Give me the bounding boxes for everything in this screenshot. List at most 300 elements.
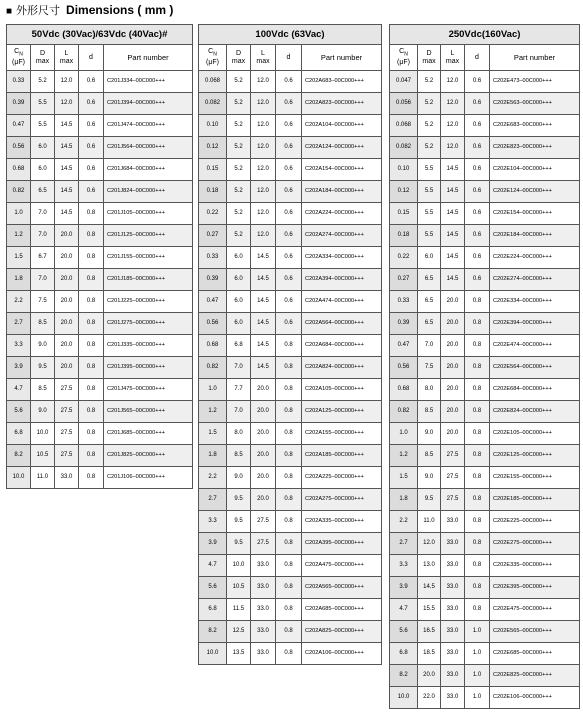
l-max-cell: 14.5 [251, 335, 276, 357]
d-max-cell: 15.5 [418, 599, 441, 621]
table-row [390, 555, 580, 577]
cap-cell: 1.0 [7, 203, 31, 225]
lead-d-cell: 0.8 [465, 357, 490, 379]
table-row [7, 313, 193, 335]
lead-d-cell: 0.8 [465, 511, 490, 533]
l-max-cell: 20.0 [251, 423, 276, 445]
voltage-label: 100Vdc (63Vac) [255, 29, 325, 40]
d-max-cell: 6.5 [418, 313, 441, 335]
table-row [199, 181, 382, 203]
dimensions-table-250vdc [389, 24, 580, 709]
cap-cell: 6.8 [390, 643, 418, 665]
l-max-cell: 20.0 [441, 313, 465, 335]
cap-cell: 2.7 [199, 489, 227, 511]
part-number-cell: C202A823–00C000+++ [302, 93, 382, 115]
lead-d-cell: 1.0 [465, 621, 490, 643]
part-number-cell: C202E275–00C000+++ [490, 533, 580, 555]
part-number-cell: C202E684–00C000+++ [490, 379, 580, 401]
table-row [390, 621, 580, 643]
cap-cell: 0.47 [7, 115, 31, 137]
lead-d-cell: 0.8 [79, 225, 104, 247]
cap-cell: 0.39 [390, 313, 418, 335]
l-max-cell: 33.0 [251, 643, 276, 665]
lead-d-cell: 0.8 [79, 379, 104, 401]
l-max-cell: 20.0 [55, 225, 79, 247]
l-max-cell: 20.0 [55, 269, 79, 291]
part-number-cell: C202E125–00C000+++ [490, 445, 580, 467]
l-max-cell: 20.0 [441, 335, 465, 357]
lead-d-cell: 0.8 [276, 379, 302, 401]
l-max-cell: 12.0 [55, 93, 79, 115]
d-max-cell: 5.5 [418, 159, 441, 181]
lead-d-cell: 0.6 [276, 291, 302, 313]
l-max-cell: 14.5 [55, 203, 79, 225]
l-max-cell: 33.0 [441, 621, 465, 643]
part-number-cell: C202A225–00C000+++ [302, 467, 382, 489]
lead-d-cell: 0.8 [276, 357, 302, 379]
cap-cell: 0.47 [199, 291, 227, 313]
cap-cell: 4.7 [199, 555, 227, 577]
l-max-cell: 33.0 [441, 665, 465, 687]
cap-cell: 0.82 [390, 401, 418, 423]
table-row [390, 225, 580, 247]
table-row [7, 445, 193, 467]
cap-cell: 0.33 [199, 247, 227, 269]
l-max-cell: 27.5 [251, 511, 276, 533]
d-max-cell: 6.0 [227, 269, 251, 291]
d-max-cell: 8.5 [31, 313, 55, 335]
d-max-cell: 7.7 [227, 379, 251, 401]
table-row [199, 555, 382, 577]
lead-d-cell: 0.6 [276, 203, 302, 225]
table-row [390, 93, 580, 115]
lead-d-cell: 0.8 [276, 577, 302, 599]
cap-cell: 8.2 [7, 445, 31, 467]
table-row [7, 467, 193, 489]
cap-cell: 2.2 [199, 467, 227, 489]
lead-d-cell: 0.8 [79, 313, 104, 335]
part-number-cell: C202E474–00C000+++ [490, 335, 580, 357]
lead-d-cell: 0.6 [276, 159, 302, 181]
d-max-cell: 5.2 [227, 137, 251, 159]
cap-cell: 2.2 [390, 511, 418, 533]
cap-cell: 1.8 [390, 489, 418, 511]
l-max-cell: 12.0 [55, 71, 79, 93]
table-row [390, 247, 580, 269]
l-max-column-header: L max [251, 45, 276, 71]
lead-d-cell: 0.8 [276, 511, 302, 533]
l-max-cell: 33.0 [251, 555, 276, 577]
lead-d-cell: 0.6 [465, 181, 490, 203]
lead-d-cell: 0.8 [465, 401, 490, 423]
d-max-cell: 6.5 [418, 291, 441, 313]
d-max-cell: 5.5 [418, 225, 441, 247]
table-row [390, 71, 580, 93]
cap-cell: 0.10 [199, 115, 227, 137]
table-row [199, 225, 382, 247]
table-row [199, 423, 382, 445]
cap-cell: 4.7 [7, 379, 31, 401]
d-max-cell: 18.5 [418, 643, 441, 665]
page-title-en: Dimensions ( mm ) [66, 3, 174, 17]
part-number-cell: C202E185–00C000+++ [490, 489, 580, 511]
part-number-cell: C202A395–00C000+++ [302, 533, 382, 555]
part-number-cell: C202E824–00C000+++ [490, 401, 580, 423]
d-max-cell: 14.5 [418, 577, 441, 599]
d-max-cell: 9.0 [418, 423, 441, 445]
lead-d-cell: 0.8 [276, 445, 302, 467]
d-max-cell: 5.2 [227, 225, 251, 247]
table-row [199, 203, 382, 225]
cap-cell: 0.082 [199, 93, 227, 115]
l-max-cell: 14.5 [251, 291, 276, 313]
part-number-cell: C202E274–00C000+++ [490, 269, 580, 291]
voltage-label: 50Vdc (30Vac)/63Vdc (40Vac)# [31, 29, 168, 40]
l-max-cell: 20.0 [55, 357, 79, 379]
part-number-cell: C202A475–00C000+++ [302, 555, 382, 577]
page-title-cn: 外形尺寸 [16, 4, 61, 17]
table-row [199, 445, 382, 467]
table-row [7, 137, 193, 159]
part-number-cell: C202A825–00C000+++ [302, 621, 382, 643]
table-row [199, 269, 382, 291]
table-row [7, 203, 193, 225]
table-row [390, 577, 580, 599]
part-number-cell: C202A335–00C000+++ [302, 511, 382, 533]
l-max-cell: 14.5 [441, 181, 465, 203]
lead-d-cell: 0.8 [276, 621, 302, 643]
cap-cell: 0.056 [390, 93, 418, 115]
d-max-cell: 5.2 [227, 203, 251, 225]
l-max-cell: 33.0 [441, 555, 465, 577]
cap-cell: 0.47 [390, 335, 418, 357]
lead-d-cell: 0.6 [465, 93, 490, 115]
cap-cell: 0.18 [199, 181, 227, 203]
l-max-cell: 33.0 [251, 599, 276, 621]
part-number-cell: C201J474–00C000+++ [104, 115, 193, 137]
lead-d-cell: 0.8 [465, 577, 490, 599]
d-max-cell: 8.5 [227, 445, 251, 467]
l-max-cell: 20.0 [441, 291, 465, 313]
d-max-cell: 10.5 [31, 445, 55, 467]
lead-d-cell: 0.6 [276, 313, 302, 335]
dimensions-table-100vdc [198, 24, 382, 665]
part-number-cell: C202A105–00C000+++ [302, 379, 382, 401]
l-max-cell: 12.0 [251, 159, 276, 181]
l-max-cell: 12.0 [441, 115, 465, 137]
part-number-cell: C202E334–00C000+++ [490, 291, 580, 313]
lead-d-cell: 0.8 [276, 423, 302, 445]
table-row [199, 533, 382, 555]
l-max-cell: 12.0 [251, 181, 276, 203]
d-max-cell: 5.2 [418, 71, 441, 93]
l-max-cell: 12.0 [251, 203, 276, 225]
table-row [199, 467, 382, 489]
d-max-cell: 9.0 [31, 335, 55, 357]
l-max-cell: 20.0 [441, 423, 465, 445]
table-row [390, 489, 580, 511]
l-max-cell: 33.0 [55, 467, 79, 489]
l-max-cell: 20.0 [251, 379, 276, 401]
table-row [390, 599, 580, 621]
l-max-cell: 12.0 [441, 137, 465, 159]
table-row [390, 445, 580, 467]
d-max-cell: 7.0 [31, 203, 55, 225]
d-max-cell: 8.5 [418, 401, 441, 423]
cap-column-header: $C_N$ (μF) [7, 45, 31, 71]
part-number-cell: C202A685–00C000+++ [302, 599, 382, 621]
table-row [7, 269, 193, 291]
voltage-header [199, 25, 382, 45]
part-number-column-header: Part number [104, 45, 193, 71]
part-number-cell: C202E683–00C000+++ [490, 115, 580, 137]
cap-cell: 2.2 [7, 291, 31, 313]
part-number-cell: C202A106–00C000+++ [302, 643, 382, 665]
table-row [7, 423, 193, 445]
d-max-cell: 5.2 [227, 181, 251, 203]
lead-d-cell: 0.8 [276, 335, 302, 357]
table-row [390, 181, 580, 203]
l-max-cell: 33.0 [441, 577, 465, 599]
cap-cell: 2.7 [7, 313, 31, 335]
d-max-cell: 6.5 [31, 181, 55, 203]
part-number-cell: C202E395–00C000+++ [490, 577, 580, 599]
part-number-cell: C201J685–00C000+++ [104, 423, 193, 445]
d-max-cell: 5.5 [418, 181, 441, 203]
d-max-cell: 6.0 [31, 137, 55, 159]
cap-cell: 1.8 [7, 269, 31, 291]
lead-d-column-header: d [79, 45, 104, 71]
cap-cell: 1.5 [199, 423, 227, 445]
voltage-label: 250Vdc(160Vac) [448, 29, 521, 40]
d-max-cell: 5.5 [418, 203, 441, 225]
cap-cell: 0.27 [390, 269, 418, 291]
cap-cell: 0.82 [7, 181, 31, 203]
d-max-column-header: D max [31, 45, 55, 71]
l-max-cell: 20.0 [251, 401, 276, 423]
d-max-cell: 5.2 [418, 115, 441, 137]
l-max-cell: 14.5 [441, 225, 465, 247]
lead-d-cell: 0.8 [79, 247, 104, 269]
cap-cell: 0.068 [199, 71, 227, 93]
d-max-cell: 8.5 [418, 445, 441, 467]
cap-column-header: $C_N$ (μF) [390, 45, 418, 71]
lead-d-cell: 0.8 [276, 643, 302, 665]
lead-d-cell: 0.6 [276, 71, 302, 93]
part-number-cell: C202A394–00C000+++ [302, 269, 382, 291]
cap-cell: 0.27 [199, 225, 227, 247]
cap-cell: 0.39 [199, 269, 227, 291]
part-number-cell: C202E564–00C000+++ [490, 357, 580, 379]
part-number-cell: C202E565–00C000+++ [490, 621, 580, 643]
l-max-cell: 20.0 [441, 357, 465, 379]
l-max-cell: 27.5 [251, 533, 276, 555]
d-max-cell: 5.5 [31, 115, 55, 137]
table-row [7, 181, 193, 203]
part-number-cell: C202A224–00C000+++ [302, 203, 382, 225]
cap-cell: 3.3 [390, 555, 418, 577]
table-row [390, 357, 580, 379]
part-number-cell: C202A125–00C000+++ [302, 401, 382, 423]
table-row [390, 313, 580, 335]
cap-cell: 1.8 [199, 445, 227, 467]
lead-d-cell: 0.6 [276, 269, 302, 291]
lead-d-cell: 0.6 [465, 269, 490, 291]
l-max-cell: 14.5 [55, 115, 79, 137]
d-max-cell: 9.0 [31, 401, 55, 423]
part-number-cell: C202E823–00C000+++ [490, 137, 580, 159]
lead-d-cell: 0.6 [465, 203, 490, 225]
square-bullet-icon: ■ [6, 6, 13, 17]
d-max-cell: 6.0 [418, 247, 441, 269]
part-number-cell: C201J824–00C000+++ [104, 181, 193, 203]
lead-d-cell: 0.8 [79, 357, 104, 379]
l-max-cell: 33.0 [441, 533, 465, 555]
table-row [390, 379, 580, 401]
d-max-cell: 8.0 [418, 379, 441, 401]
part-number-cell: C202E184–00C000+++ [490, 225, 580, 247]
part-number-cell: C202A274–00C000+++ [302, 225, 382, 247]
lead-d-cell: 1.0 [465, 643, 490, 665]
cap-cell: 6.8 [199, 599, 227, 621]
lead-d-cell: 0.8 [79, 203, 104, 225]
cap-cell: 0.33 [7, 71, 31, 93]
cap-cell: 0.68 [7, 159, 31, 181]
cap-cell: 0.39 [7, 93, 31, 115]
cap-cell: 1.2 [390, 445, 418, 467]
d-max-cell: 9.5 [227, 511, 251, 533]
l-max-cell: 14.5 [55, 137, 79, 159]
lead-d-cell: 0.8 [465, 423, 490, 445]
d-max-cell: 5.2 [31, 71, 55, 93]
l-max-cell: 12.0 [251, 225, 276, 247]
part-number-cell: C201J564–00C000+++ [104, 137, 193, 159]
part-number-cell: C202A474–00C000+++ [302, 291, 382, 313]
d-max-cell: 7.0 [227, 401, 251, 423]
l-max-cell: 12.0 [251, 115, 276, 137]
cap-cell: 0.12 [390, 181, 418, 203]
lead-d-cell: 0.6 [276, 247, 302, 269]
d-max-cell: 6.7 [31, 247, 55, 269]
lead-d-cell: 0.8 [79, 467, 104, 489]
part-number-cell: C202E475–00C000+++ [490, 599, 580, 621]
table-row [199, 599, 382, 621]
cap-cell: 10.0 [199, 643, 227, 665]
d-max-cell: 8.0 [227, 423, 251, 445]
part-number-cell: C202E685–00C000+++ [490, 643, 580, 665]
part-number-cell: C202A564–00C000+++ [302, 313, 382, 335]
table-row [7, 115, 193, 137]
cap-cell: 0.068 [390, 115, 418, 137]
d-max-cell: 5.2 [227, 71, 251, 93]
lead-d-cell: 0.8 [276, 401, 302, 423]
cap-cell: 3.9 [199, 533, 227, 555]
part-number-cell: C202E563–00C000+++ [490, 93, 580, 115]
cap-column-header: $C_N$ (μF) [199, 45, 227, 71]
d-max-cell: 7.0 [227, 357, 251, 379]
lead-d-cell: 0.6 [79, 137, 104, 159]
l-max-cell: 27.5 [441, 445, 465, 467]
lead-d-cell: 0.8 [79, 423, 104, 445]
d-max-cell: 5.2 [418, 137, 441, 159]
d-max-cell: 6.5 [418, 269, 441, 291]
part-number-cell: C202E154–00C000+++ [490, 203, 580, 225]
cap-cell: 1.5 [7, 247, 31, 269]
part-number-cell: C202E106–00C000+++ [490, 687, 580, 709]
lead-d-cell: 0.6 [276, 137, 302, 159]
table-row [7, 159, 193, 181]
cap-cell: 0.18 [390, 225, 418, 247]
cap-cell: 5.6 [199, 577, 227, 599]
l-max-column-header: L max [441, 45, 465, 71]
part-number-cell: C202E473–00C000+++ [490, 71, 580, 93]
part-number-cell: C202E155–00C000+++ [490, 467, 580, 489]
table-row [390, 511, 580, 533]
lead-d-cell: 0.6 [276, 181, 302, 203]
l-max-cell: 20.0 [55, 247, 79, 269]
lead-d-cell: 0.6 [79, 159, 104, 181]
part-number-column-header: Part number [302, 45, 382, 71]
part-number-cell: C202E124–00C000+++ [490, 181, 580, 203]
cap-cell: 2.7 [390, 533, 418, 555]
d-max-cell: 6.0 [227, 313, 251, 335]
lead-d-cell: 0.8 [465, 599, 490, 621]
part-number-cell: C202E104–00C000+++ [490, 159, 580, 181]
table-row [390, 335, 580, 357]
lead-d-cell: 0.8 [465, 379, 490, 401]
cap-cell: 3.9 [7, 357, 31, 379]
d-max-cell: 6.0 [227, 247, 251, 269]
table-row [199, 291, 382, 313]
lead-d-cell: 0.6 [465, 247, 490, 269]
lead-d-cell: 0.8 [79, 445, 104, 467]
lead-d-cell: 0.8 [465, 533, 490, 555]
table-row [7, 379, 193, 401]
table-row [7, 401, 193, 423]
part-number-cell: C202E225–00C000+++ [490, 511, 580, 533]
part-number-cell: C202A334–00C000+++ [302, 247, 382, 269]
table-row [199, 577, 382, 599]
d-max-cell: 10.0 [227, 555, 251, 577]
l-max-cell: 14.5 [55, 181, 79, 203]
l-max-cell: 33.0 [441, 599, 465, 621]
cap-cell: 0.15 [390, 203, 418, 225]
table-row [7, 71, 193, 93]
cap-cell: 1.2 [7, 225, 31, 247]
d-max-cell: 11.5 [227, 599, 251, 621]
part-number-cell: C202A184–00C000+++ [302, 181, 382, 203]
d-max-column-header: D max [227, 45, 251, 71]
lead-d-cell: 0.8 [79, 401, 104, 423]
part-number-cell: C202A155–00C000+++ [302, 423, 382, 445]
table-row [390, 533, 580, 555]
table-row [390, 137, 580, 159]
d-max-cell: 10.0 [31, 423, 55, 445]
l-max-cell: 20.0 [441, 401, 465, 423]
d-max-cell: 20.0 [418, 665, 441, 687]
cap-cell: 0.56 [390, 357, 418, 379]
part-number-cell: C202A154–00C000+++ [302, 159, 382, 181]
part-number-cell: C202A275–00C000+++ [302, 489, 382, 511]
part-number-cell: C202E224–00C000+++ [490, 247, 580, 269]
l-max-cell: 27.5 [55, 401, 79, 423]
l-max-cell: 14.5 [251, 269, 276, 291]
cap-cell: 4.7 [390, 599, 418, 621]
l-max-cell: 14.5 [441, 203, 465, 225]
l-max-cell: 14.5 [441, 247, 465, 269]
lead-d-cell: 0.8 [465, 445, 490, 467]
d-max-cell: 16.5 [418, 621, 441, 643]
